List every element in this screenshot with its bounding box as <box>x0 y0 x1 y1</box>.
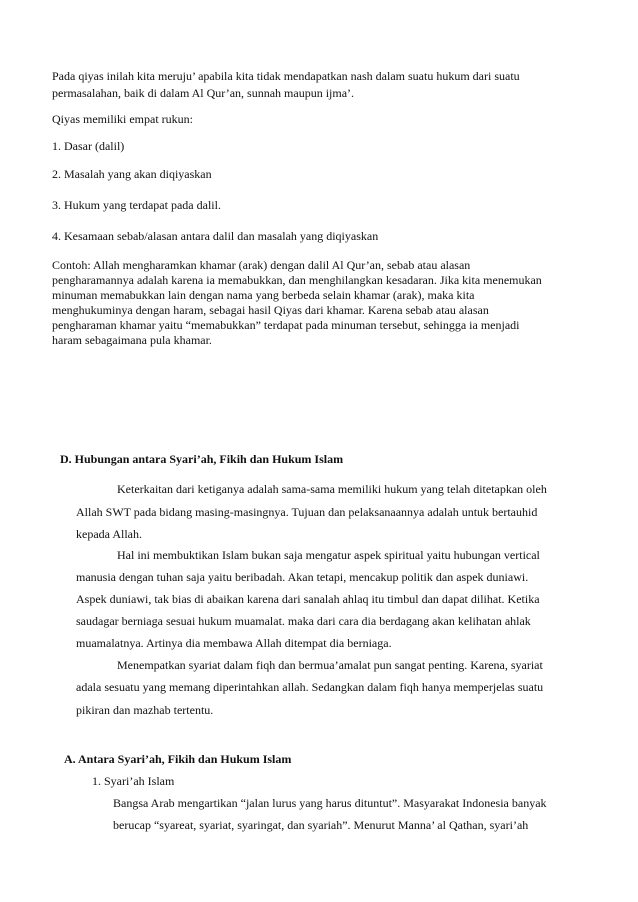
body-line: pikiran dan mazhab tertentu. <box>76 703 214 717</box>
body-line: Hal ini membuktikan Islam bukan saja mengatur aspek spiritual yaitu hubungan vertical <box>117 548 540 562</box>
list-item-syariah: 1. Syari’ah Islam <box>92 774 175 788</box>
section-d-heading: D. Hubungan antara Syari’ah, Fikih dan Hukum Islam <box>60 452 344 466</box>
body-line: Bangsa Arab mengartikan “jalan lurus yang harus dituntut”. Masyarakat Indonesia banyak <box>113 796 547 810</box>
rukun-item: 1. Dasar (dalil) <box>52 139 125 153</box>
body-line: saudagar berniaga sesuai hukum muamalat. maka dari cara dia berdagang akan kelihatan ahlak <box>76 614 531 628</box>
body-line: manusia dengan tuhan saja yaitu beribadah. Akan tetapi, mencakup politik dan aspek duniawi. <box>76 570 529 584</box>
body-line: Menempatkan syariat dalam fiqh dan bermua’amalat pun sangat penting. Karena, syariat <box>117 658 543 672</box>
contoh-line: menghukuminya dengan haram, sebagai hasil Qiyas dari khamar. Karena sebab atau alasan <box>52 303 489 317</box>
paragraph-line: Pada qiyas inilah kita meruju’ apabila kita tidak mendapatkan nash dalam suatu hukum dari suatu <box>52 69 520 83</box>
rukun-intro: Qiyas memiliki empat rukun: <box>52 112 193 126</box>
body-line: Aspek duniawi, tak bias di abaikan karena dari sanalah ahlaq itu timbul dan dapat dilihat. Ketika <box>76 592 540 606</box>
body-line: berucap “syareat, syariat, syaringat, dan syariah”. Menurut Manna’ al Qathan, syari’ah <box>113 818 529 832</box>
contoh-line: Contoh: Allah mengharamkan khamar (arak) dengan dalil Al Qur’an, sebab atau alasan <box>52 258 471 272</box>
body-line: adala sesuatu yang memang diperintahkan allah. Sedangkan dalam fiqh hanya memperjelas suatu <box>76 680 544 694</box>
contoh-line: pengharamannya adalah karena ia memabukkan, dan menghilangkan kesadaran. Jika kita menemukan <box>52 273 542 287</box>
contoh-line: minuman memabukkan lain dengan nama yang berbeda selain khamar (arak), maka kita <box>52 288 475 302</box>
body-line: Keterkaitan dari ketiganya adalah sama-sama memiliki hukum yang telah ditetapkan oleh <box>117 482 547 496</box>
contoh-line: pengharaman khamar yaitu “memabukkan” terdapat pada minuman tersebut, sehingga ia menjadi <box>52 318 520 332</box>
body-line: muamalatnya. Artinya dia membawa Allah ditempat dia berniaga. <box>76 636 392 650</box>
body-line: kepada Allah. <box>76 527 142 541</box>
body-line: Allah SWT pada bidang masing-masingnya. Tujuan dan pelaksanaannya adalah untuk bertauhid <box>76 505 538 519</box>
section-a-heading: A. Antara Syari’ah, Fikih dan Hukum Islam <box>64 752 292 766</box>
contoh-line: haram sebagaimana pula khamar. <box>52 333 212 347</box>
paragraph-line: permasalahan, baik di dalam Al Qur’an, sunnah maupun ijma’. <box>52 86 355 100</box>
rukun-item: 3. Hukum yang terdapat pada dalil. <box>52 198 221 212</box>
rukun-item: 2. Masalah yang akan diqiyaskan <box>52 167 212 181</box>
rukun-item: 4. Kesamaan sebab/alasan antara dalil dan masalah yang diqiyaskan <box>52 229 379 243</box>
